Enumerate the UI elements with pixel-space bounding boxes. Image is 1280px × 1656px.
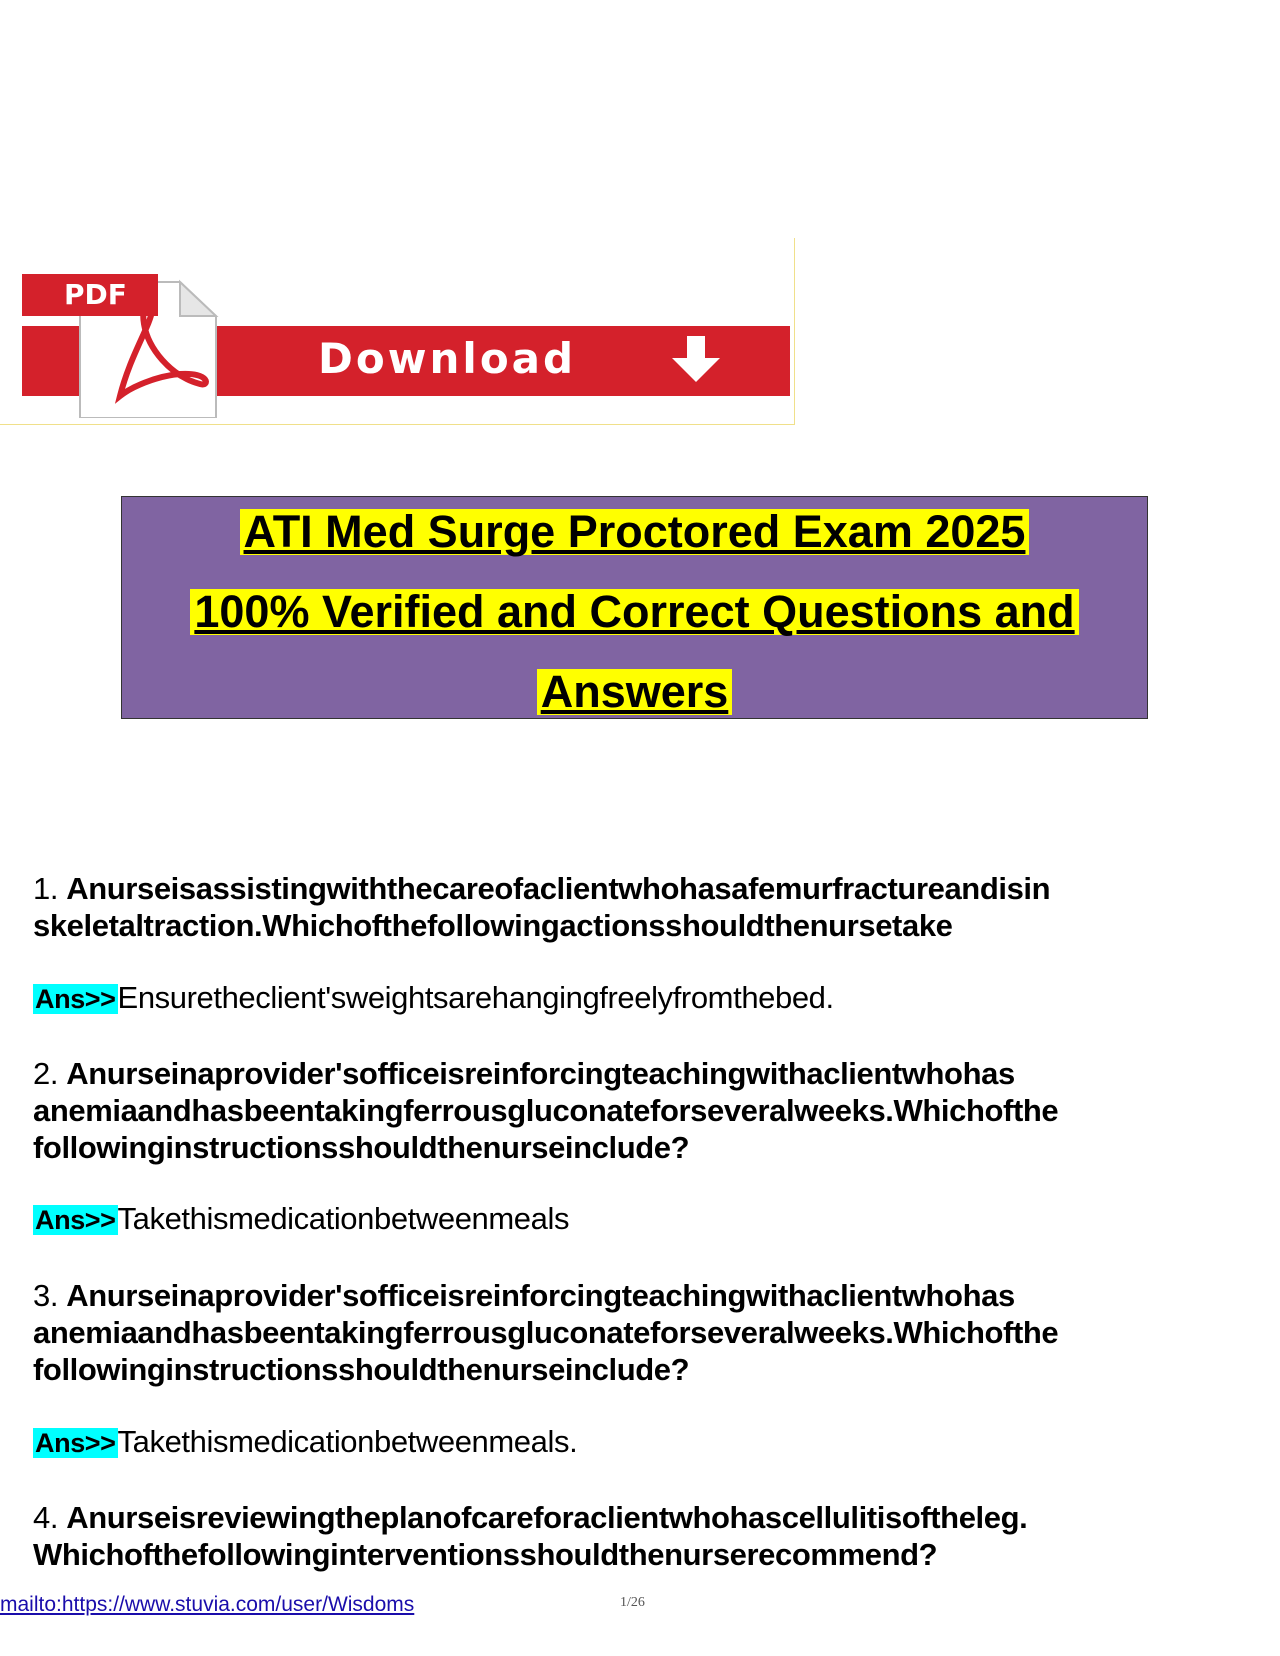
answer-tag: Ans>> (35, 1428, 116, 1458)
pdf-label: PDF (64, 278, 127, 311)
title-box (121, 496, 1148, 719)
page-number: 1/26 (620, 1595, 645, 1610)
download-label: Download (318, 334, 577, 383)
question-2: 2. Anurseinaprovider'sofficeisreinforcingteachingwithaclientwhohas anemiaandhasbeentakingferrousgluconateforseveralweeks.Whichofthe followinginstructionsshouldthenurseinclude? (33, 1056, 1059, 1165)
question-3: 3. Anurseinaprovider'sofficeisreinforcingteachingwithaclientwhohas anemiaandhasbeentakingferrousgluconateforseveralweeks.Whichofthe followinginstructionsshouldthenurseinclude? (33, 1278, 1059, 1387)
pdf-download-banner[interactable] (0, 238, 795, 425)
footer-link[interactable]: mailto:https://www.stuvia.com/user/Wisdoms (0, 1593, 415, 1616)
answer-tag: Ans>> (35, 1205, 116, 1235)
answer-3: Ans>>Takethismedicationbetweenmeals. (35, 1424, 578, 1459)
question-4: 4. Anurseisreviewingtheplanofcareforaclientwhohascellulitisoftheleg. Whichofthefollowinginterventionsshouldthenurserecommend? (33, 1500, 1028, 1572)
answer-2: Ans>>Takethismedicationbetweenmeals (35, 1201, 570, 1236)
title-line-3: Answers (537, 669, 733, 715)
title-line-2: 100% Verified and Correct Questions and (190, 589, 1078, 635)
answer-1: Ans>>Ensuretheclient'sweightsarehangingfreelyfromthebed. (35, 980, 834, 1015)
download-arrow-icon (668, 334, 724, 384)
answer-tag: Ans>> (35, 984, 116, 1014)
question-1: 1. Anurseisassistingwiththecareofaclientwhohasafemurfractureandisin skeletaltraction.Whichofthefollowingactionsshouldthenursetake (33, 871, 1051, 943)
title-line-1: ATI Med Surge Proctored Exam 2025 (240, 509, 1030, 555)
